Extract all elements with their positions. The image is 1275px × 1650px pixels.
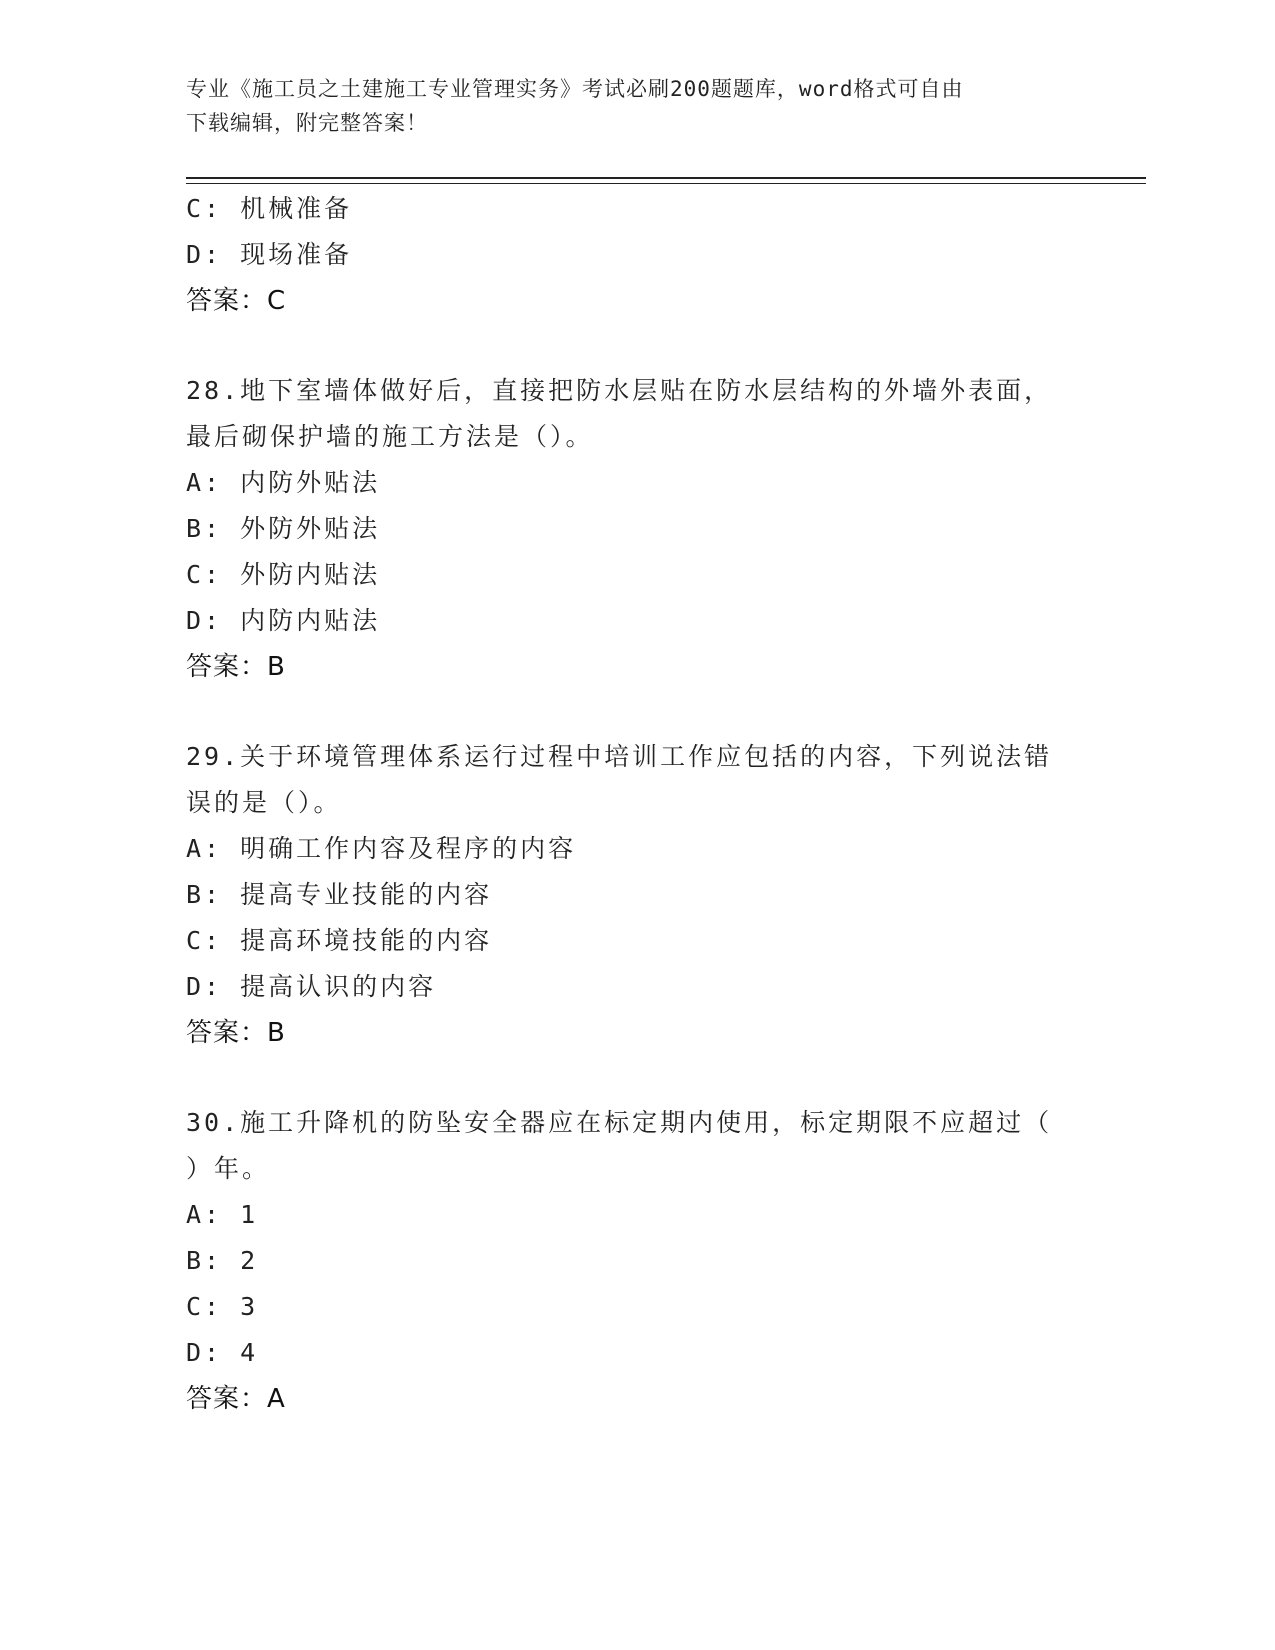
answer-line: 答案：A (186, 1384, 286, 1414)
header-line-2: 下载编辑，附完整答案！ (186, 111, 428, 135)
option-d: D: 内防内贴法 (186, 606, 381, 635)
option-a: A: 明确工作内容及程序的内容 (186, 834, 577, 863)
page-header (186, 72, 1086, 140)
option-line: C: 机械准备 (186, 194, 353, 223)
option-c: C: 提高环境技能的内容 (186, 926, 493, 955)
option-a: A: 1 (186, 1200, 259, 1229)
document-body (186, 186, 1086, 1466)
stem-line: ）年。 (186, 1154, 271, 1183)
question-28 (186, 368, 1086, 690)
option-d: D: 提高认识的内容 (186, 972, 437, 1001)
question-stem (186, 368, 1086, 460)
option-d: D: 4 (186, 1338, 259, 1367)
stem-line: 30.施工升降机的防坠安全器应在标定期内使用，标定期限不应超过（ (186, 1108, 1053, 1137)
question-29 (186, 734, 1086, 1056)
answer-line: 答案：B (186, 1018, 286, 1048)
option-b: B: 提高专业技能的内容 (186, 880, 493, 909)
question-30 (186, 1100, 1086, 1422)
question-stem (186, 1100, 1086, 1192)
stem-line: 误的是（）。 (186, 788, 342, 817)
header-rule-thin (186, 183, 1146, 184)
option-a: A: 内防外贴法 (186, 468, 381, 497)
question-stem (186, 734, 1086, 826)
stem-line: 最后砌保护墙的施工方法是（）。 (186, 422, 594, 451)
option-b: B: 2 (186, 1246, 259, 1275)
header-rule-thick (186, 177, 1146, 179)
stem-line: 28.地下室墙体做好后，直接把防水层贴在防水层结构的外墙外表面， (186, 376, 1053, 405)
option-c: C: 3 (186, 1292, 259, 1321)
option-line: D: 现场准备 (186, 240, 353, 269)
option-c: C: 外防内贴法 (186, 560, 381, 589)
answer-line: 答案：B (186, 652, 286, 682)
header-line-1: 专业《施工员之土建施工专业管理实务》考试必刷200题题库，word格式可自由 (186, 77, 964, 101)
answer-line: 答案：C (186, 286, 287, 316)
stem-line: 29.关于环境管理体系运行过程中培训工作应包括的内容，下列说法错 (186, 742, 1053, 771)
option-b: B: 外防外贴法 (186, 514, 381, 543)
carryover-question-block (186, 186, 1086, 324)
